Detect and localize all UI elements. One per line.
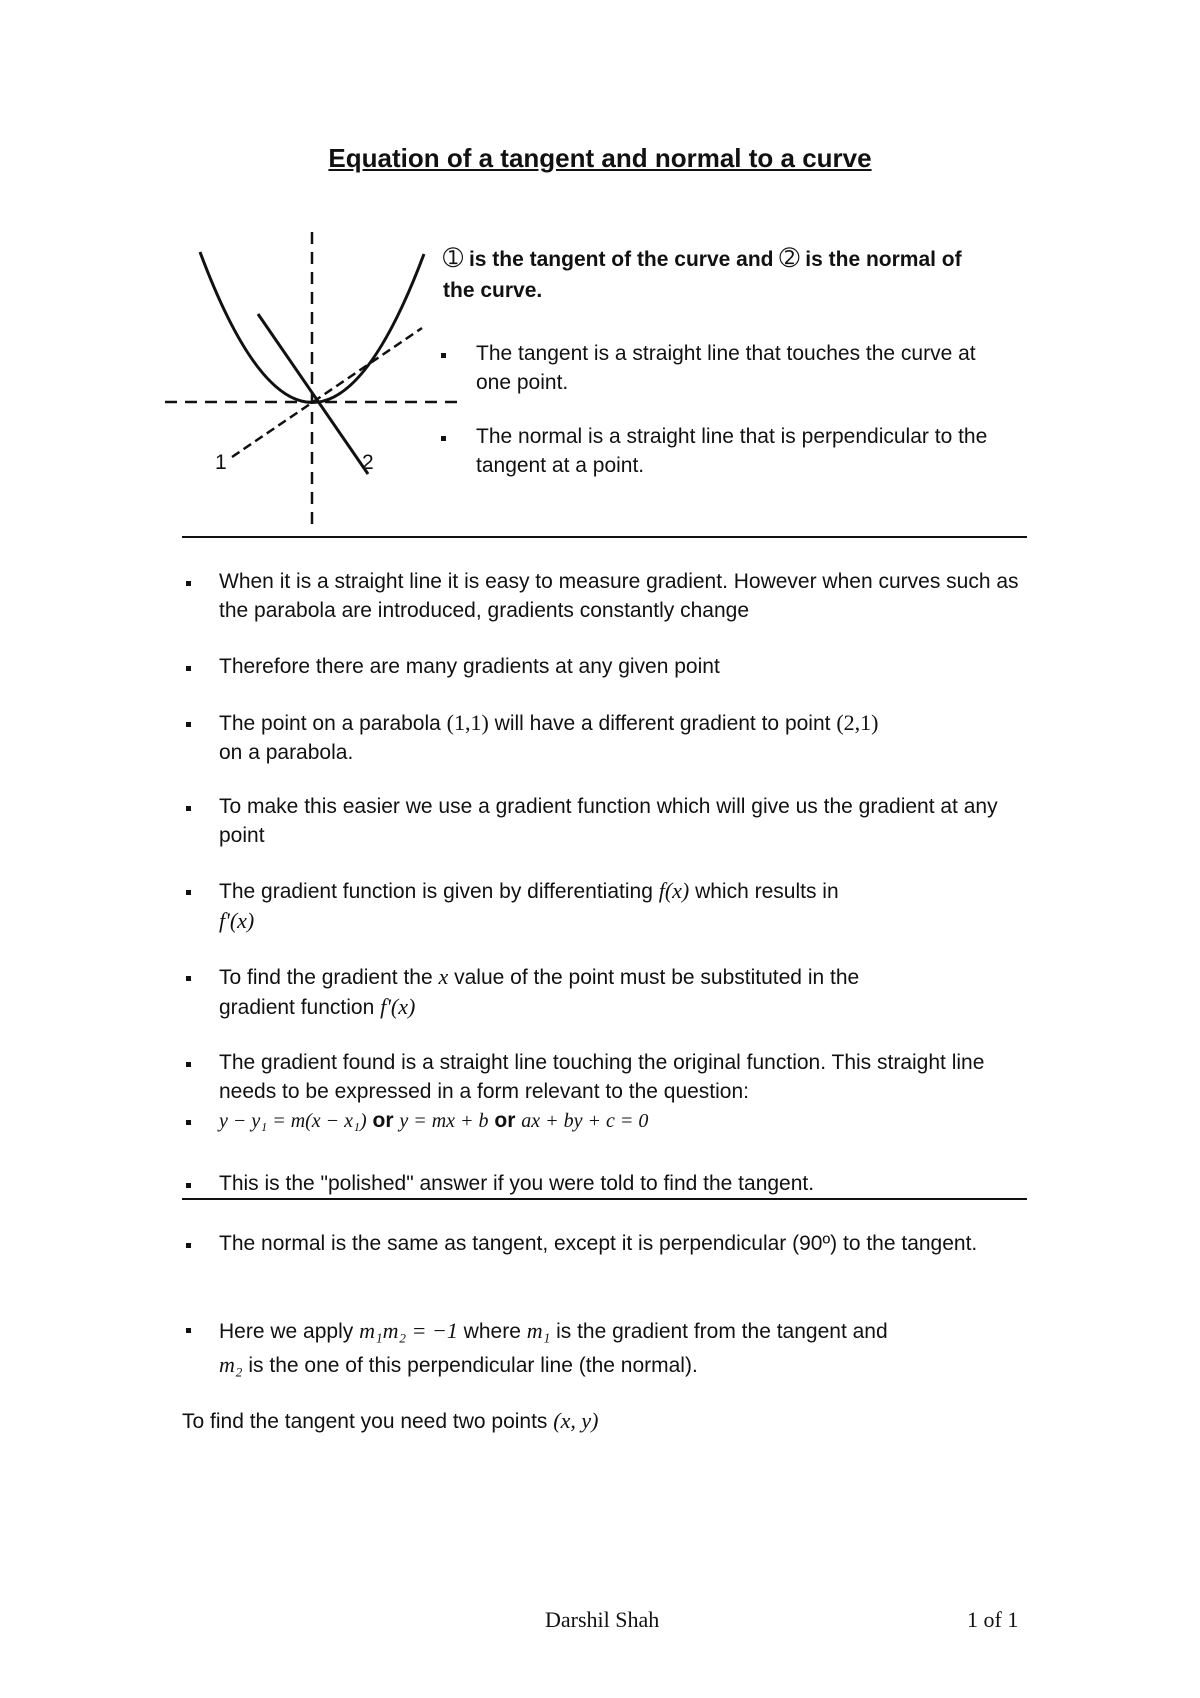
general-form-equation: ax + by + c = 0 xyxy=(521,1110,649,1132)
bullet-marker xyxy=(186,666,191,671)
bullet-marker xyxy=(186,722,191,727)
bullet-marker xyxy=(441,436,446,441)
footer-author: Darshil Shah xyxy=(545,1607,660,1632)
m2-symbol: m₂ xyxy=(219,1352,243,1377)
closing-line: To find the tangent you need two points (x, y) xyxy=(182,1408,599,1433)
divider xyxy=(182,536,1027,538)
point-1-1: (1,1) xyxy=(446,710,489,735)
bullet-marker xyxy=(186,1183,191,1188)
bullet-substitute-x: To find the gradient the x value of the point must be substituted in the gradient function f'(x) xyxy=(219,964,860,1019)
bullet-many-gradients: Therefore there are many gradients at any given point xyxy=(219,655,720,678)
bullet-line-equations: y − y₁ = m(x − x₁) or y = mx + b or ax + by + c = 0 xyxy=(219,1109,649,1132)
m1-m2-product: m₁m₂ = −1 xyxy=(359,1318,458,1343)
point-2-1: (2,1) xyxy=(836,710,879,735)
caption-text-2: is the normal of the curve. xyxy=(443,248,962,302)
m1-symbol: m₁ xyxy=(526,1318,551,1343)
bullet-marker xyxy=(186,1062,191,1067)
circled-one-symbol: ➀ xyxy=(443,244,464,272)
bullet-normal-definition: The normal is the same as tangent, except it is perpendicular (90º) to the tangent. xyxy=(219,1232,978,1255)
bullet-marker xyxy=(186,806,191,811)
caption-text-1: is the tangent of the curve and xyxy=(463,248,780,271)
tangent-line xyxy=(232,328,422,457)
point-slope-equation: y − y₁ = m(x − x₁) xyxy=(219,1110,367,1132)
bullet-marker xyxy=(186,1243,191,1248)
figure-caption xyxy=(443,243,983,306)
bullet-marker xyxy=(186,976,191,981)
f-prime-of-x: f'(x) xyxy=(380,994,416,1019)
fig-bullet-normal: The normal is a straight line that is perpendicular to the tangent at a point. xyxy=(476,425,988,477)
bullet-marker xyxy=(186,581,191,586)
bullet-differentiating: The gradient function is given by differentiating f(x) which results in f'(x) xyxy=(219,878,839,933)
f-of-x: f(x) xyxy=(658,878,690,903)
bullet-straight-line-form: The gradient found is a straight line touching the original function. This straight line needs to be expressed in a form relevant to the question: xyxy=(219,1051,985,1103)
normal-label: 2 xyxy=(362,451,374,474)
bullet-polished-answer: This is the "polished" answer if you were told to find the tangent. xyxy=(219,1172,815,1195)
footer-page-number: 1 of 1 xyxy=(967,1607,1019,1632)
f-prime-of-x: f'(x) xyxy=(219,908,255,933)
tangent-label: 1 xyxy=(215,451,227,474)
point-x-y: (x, y) xyxy=(553,1408,599,1433)
bullet-marker xyxy=(186,890,191,895)
bullet-marker xyxy=(186,1328,191,1333)
tangent-normal-figure xyxy=(160,232,460,532)
bullet-perpendicular-product: Here we apply m₁m₂ = −1 where m₁ is the gradient from the tangent and m₂ is the one of this perpendicular line (the normal). xyxy=(219,1318,888,1377)
bullet-gradient-function: To make this easier we use a gradient function which will give us the gradient at any point xyxy=(219,795,998,847)
page-title: Equation of a tangent and normal to a curve xyxy=(328,143,872,173)
circled-two-symbol: ➁ xyxy=(779,244,800,272)
x-variable: x xyxy=(438,964,449,989)
slope-intercept-equation: y = mx + b xyxy=(399,1110,489,1132)
bullet-parabola-points: The point on a parabola (1,1) will have a different gradient to point (2,1) on a parabola. xyxy=(219,710,879,764)
fig-bullet-tangent: The tangent is a straight line that touches the curve at one point. xyxy=(476,342,976,394)
bullet-marker xyxy=(441,353,446,358)
bullet-marker xyxy=(186,1120,191,1125)
divider xyxy=(182,1198,1027,1200)
bullet-gradient-intro: When it is a straight line it is easy to measure gradient. However when curves such as the parabola are introduced, gradients constantly change xyxy=(219,570,1019,622)
